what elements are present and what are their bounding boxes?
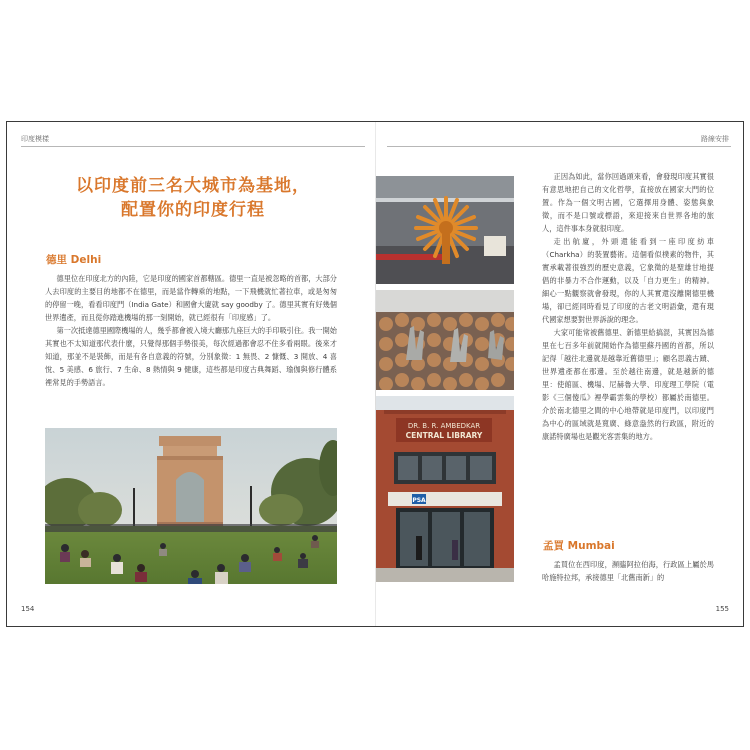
book-spread — [6, 121, 744, 627]
airport-mudra-hands-photo — [376, 290, 514, 390]
delhi-body — [45, 272, 337, 389]
header-rule-left — [21, 146, 365, 147]
page-number-left: 154 — [21, 605, 35, 613]
india-gate-photo — [45, 428, 337, 584]
running-head-left: 印度模樣 — [21, 135, 49, 143]
title-line-1: 以印度前三名大城市為基地， — [76, 176, 310, 196]
running-head-right: 路線安排 — [701, 135, 729, 143]
right-paragraph: 走出航廈，外頭還能看到一座印度紡車（Charkha）的裝置藝術。這個看似樸素的物件，其實承載著很強烈的歷史意義，它象徵的是聖雄甘地提倡的非暴力不合作運動，以及「自力更生」的精神。細心一點觀察就會發現，你的人其實還沒離開德里機場，卻已經同時看見了印度的古老文明語彙，還有現代國家想要對世界訴說的理念。 — [542, 237, 714, 324]
title-line-2: 配置你的印度行程 — [121, 200, 265, 220]
mumbai-body — [542, 558, 714, 584]
mumbai-paragraph: 孟買位在西印度，瀕臨阿拉伯海，行政區上屬於馬哈施特拉邦，承接德里「北舊南新」的 — [542, 560, 714, 582]
delhi-paragraph: 第一次抵達德里國際機場的人，幾乎都會被入境大廳那九座巨大的手印吸引住。我一開始其實也不太知道那代表什麼，只覺得那個手勢很美，每次經過都會忍不住多看兩眼。後來才知道，那並不是裝飾，而是有各自意義的符號，分別象徵：1 無畏、2 慷慨、3 開放、4 喜悅、5 美感、6 旅行、7 生命、8 熱情與 9 健康，這些都是印度古典舞蹈、瑜伽與修行體系裡常見的手勢語言。 — [45, 326, 337, 387]
library-sign-line-2: CENTRAL LIBRARY — [405, 431, 483, 440]
right-column-body — [542, 170, 714, 443]
charkha-installation-photo — [376, 176, 514, 284]
header-rule-right — [387, 146, 731, 147]
delhi-paragraph: 德里位在印度北方的內陸，它是印度的國家首都轄區。德里一直是被忽略的首都，大部分人去印度的主要目的地都不在德里，而是當作轉乘的地點，一下飛機就忙著拉車，或是匆匆的停留一晚，看看印度門（India Gate）和國會大廈就 say goodby 了。德里其實有好幾個世界遺產，而且從你踏進機場的那一刻開始，就已經很有「印度感」了。 — [45, 274, 337, 322]
page-number-right: 155 — [715, 605, 729, 613]
central-library-photo — [376, 396, 514, 582]
page-title — [43, 174, 343, 222]
library-banner-text: PSA — [412, 497, 426, 504]
mumbai-heading: 孟買 Mumbai — [543, 540, 615, 552]
library-sign-line-1: DR. B. R. AMBEDKAR — [407, 422, 481, 430]
delhi-heading: 德里 Delhi — [46, 254, 102, 266]
right-paragraph: 大家可能常被舊德里、新德里給搞混，其實因為德里在七百多年前就開始作為德里蘇丹國的首都，所以記得「越往北邊就是越靠近舊德里」；顧名思義古蹟、世界遺產都在那邊。至於越往南邊，就是越新的德里：使館區、機場、尼赫魯大學、印度理工學院（電影《三個傻瓜》裡學霸雲集的學校）都屬於南德里。介於南北德里之間的中心地帶就是印度門，以印度門為中心的區域就是寬廣、綠意盎然的行政區，附近的康諾特廣場也是觀光客雲集的地方。 — [542, 328, 714, 441]
right-paragraph: 正因為如此，當你回過頭來看，會發現印度其實很有意思地把自己的文化哲學，直接放在國家大門的位置。作為一個文明古國，它選擇用身體、姿態與象徵，而不是口號或標語，來迎接來自世界各地的旅人，這件事本身就很印度。 — [542, 172, 714, 233]
